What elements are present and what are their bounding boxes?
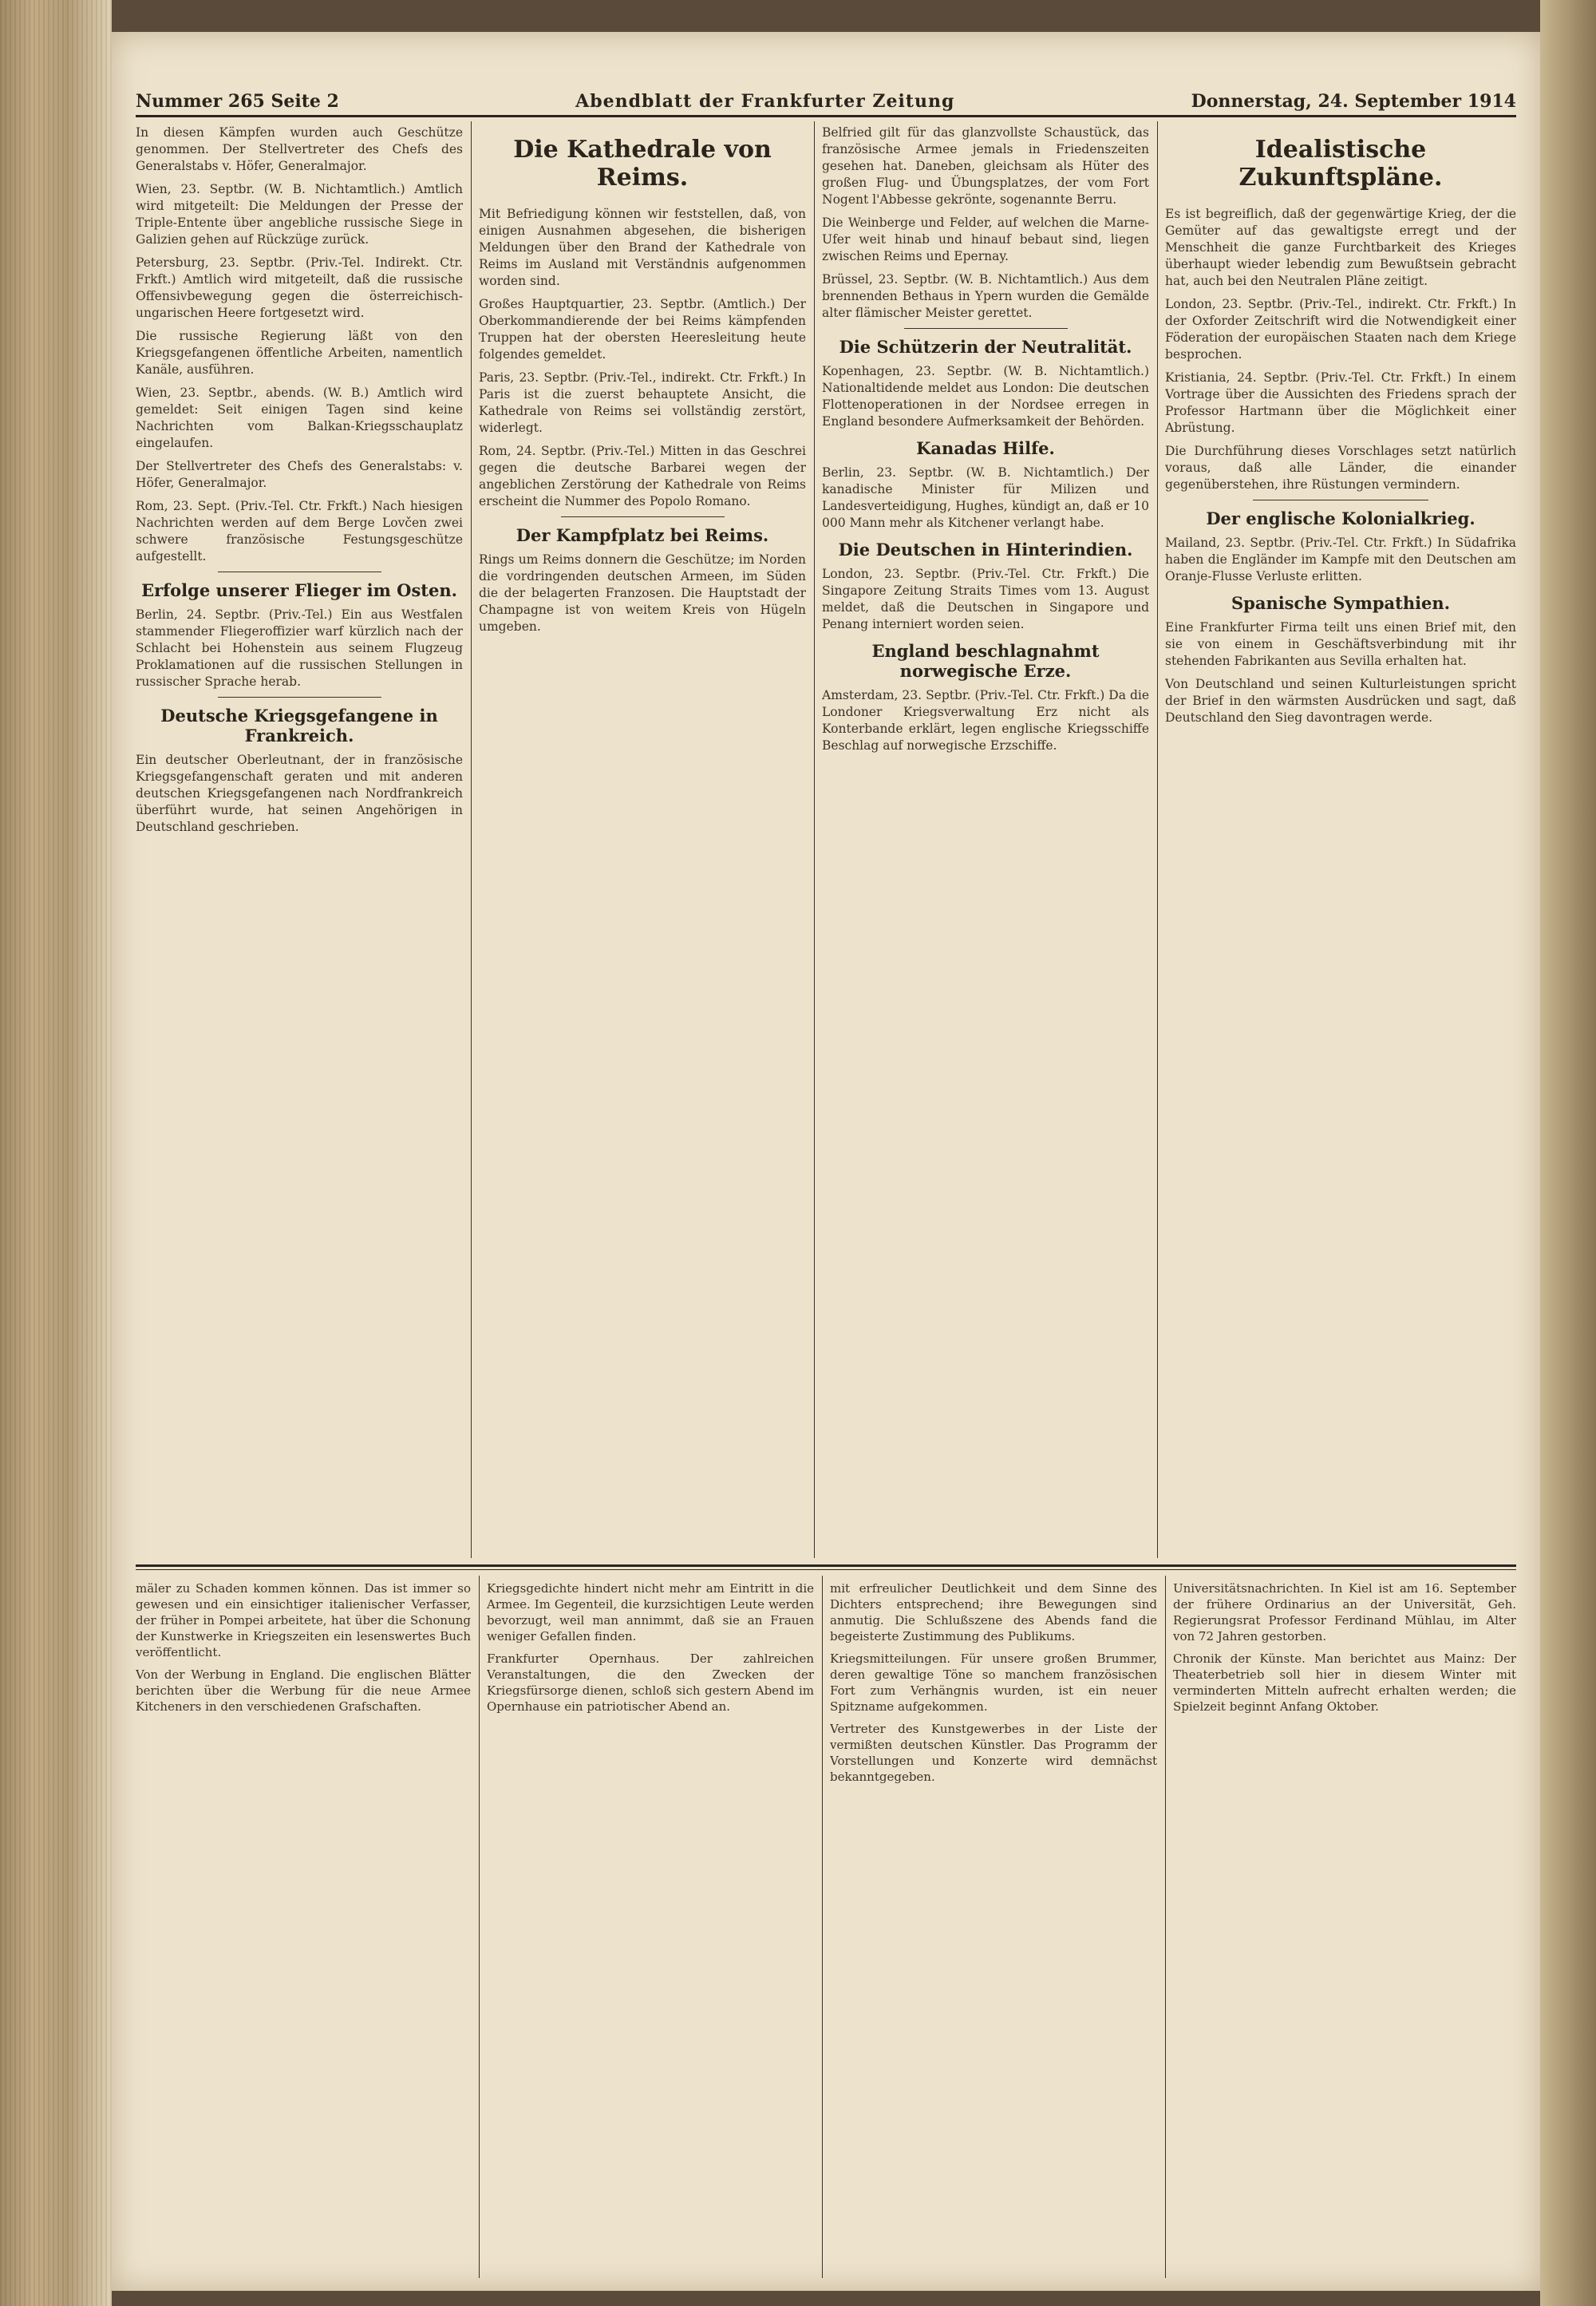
column-rule [471, 121, 472, 1558]
article-paragraph: Kristiania, 24. Septbr. (Priv.-Tel. Ctr. Frkft.) In einem Vortrage über die Aussichten des Friedens sprach der Professor Hartmann über die Möglichkeit einer Abrüstung. [1165, 370, 1516, 435]
article-paragraph: Frankfurter Opernhaus. Der zahlreichen Veranstaltungen, die den Zwecken der Kriegsfürsorge dienen, schloß sich gestern Abend im Opernhause ein patriotischer Abend an. [487, 1651, 814, 1714]
issue-date: Donnerstag, 24. September 1914 [1191, 91, 1516, 112]
column-rule [1157, 121, 1158, 1558]
section-divider [904, 328, 1068, 329]
headline: Spanische Sympathien. [1231, 593, 1450, 613]
headline: Der Kampfplatz bei Reims. [516, 525, 769, 545]
article-paragraph: Paris, 23. Septbr. (Priv.-Tel., indirekt. Ctr. Frkft.) In Paris ist die zuerst behauptete Ansicht, die Kathedrale von Reims sei vollständig zerstört, widerlegt. [479, 370, 806, 435]
article-paragraph: Berlin, 24. Septbr. (Priv.-Tel.) Ein aus Westfalen stammender Fliegeroffizier warf kürzlich nach der Schlacht bei Hohenstein aus seinem Flugzeug Proklamationen auf die russischen Stellungen in russischer Sprache herab. [136, 607, 463, 689]
column-rule [479, 1576, 480, 2278]
section-divider [561, 516, 725, 517]
article-paragraph: London, 23. Septbr. (Priv.-Tel. Ctr. Frkft.) Die Singapore Zeitung Straits Times vom 13. August meldet, daß die Deutschen in Singapore und Penang interniert worden seien. [822, 567, 1149, 631]
article-paragraph: Die Durchführung dieses Vorschlages setzt natürlich voraus, daß alle Länder, die einander gegenüberstehen, ihre Rüstungen vermindern. [1165, 444, 1516, 492]
feuilleton-column-3 [830, 1580, 1157, 2275]
masthead [136, 80, 1516, 112]
column-rule [814, 121, 815, 1558]
headline: England beschlagnahmt norwegische Erze. [871, 641, 1100, 681]
feuilleton-column-1 [136, 1580, 471, 2275]
article-paragraph: Kriegsmitteilungen. Für unsere großen Brummer, deren gewaltige Töne so manchem französischen Fort zum Verhängnis wurden, ist ein neuer Spitzname aufgekommen. [830, 1651, 1157, 1714]
article-paragraph: Mit Befriedigung können wir feststellen, daß, von einigen Ausnahmen abgesehen, die bisherigen Meldungen über den Brand der Kathedrale von Reims im Ausland mit Verständnis aufgenommen worden sind. [479, 207, 806, 288]
article-paragraph: Von Deutschland und seinen Kulturleistungen spricht der Brief in den wärmsten Ausdrücken und sagt, daß Deutschland den Sieg davontragen werde. [1165, 677, 1516, 725]
article-paragraph: Kopenhagen, 23. Septbr. (W. B. Nichtamtlich.) Nationaltidende meldet aus London: Die deutschen Flottenoperationen in der Nordsee erregen in England besondere Aufmerksamkeit der Behörden. [822, 364, 1149, 429]
binding-texture [0, 0, 112, 2306]
article-paragraph: Eine Frankfurter Firma teilt uns einen Brief mit, den sie von einem in Geschäftsverbindung mit ihr stehenden Fabrikanten aus Sevilla erhalten hat. [1165, 620, 1516, 668]
article-paragraph: Chronik der Künste. Man berichtet aus Mainz: Der Theaterbetrieb soll hier in diesem Winter mit verminderten Mitteln aufrecht erhalten werden; die Spielzeit beginnt Anfang Oktober. [1173, 1651, 1516, 1714]
article-paragraph: Kriegsgedichte hindert nicht mehr am Eintritt in die Armee. Im Gegenteil, die kurzsichtigen Leute werden bevorzugt, weil man annimmt, daß sie an Frauen weniger Gefallen finden. [487, 1581, 814, 1643]
headline: Der englische Kolonialkrieg. [1206, 508, 1476, 528]
headline: Kanadas Hilfe. [916, 438, 1055, 458]
column-4 [1165, 125, 1516, 1553]
adjacent-page-edge [1540, 0, 1596, 2306]
article-paragraph: mäler zu Schaden kommen können. Das ist immer so gewesen und ein einsichtiger italienischer Verfasser, der früher in Pompei arbeitete, hat über die Schonung der Kunstwerke in Kriegszeiten ein lesenswertes Buch veröffentlicht. [136, 1581, 471, 1659]
article-paragraph: Ein deutscher Oberleutnant, der in französische Kriegsgefangenschaft geraten und mit anderen deutschen Kriegsgefangenen nach Nordfrankreich überführt wurde, hat seinen Angehörigen in Deutschland geschrieben. [136, 753, 463, 834]
column-3 [822, 125, 1149, 1553]
newspaper-page [112, 32, 1540, 2291]
article-paragraph: Belfried gilt für das glanzvollste Schaustück, das französische Armee jemals in Friedenszeiten gesehen hat. Daneben, gleichsam als Hüter des großen Flug- und Übungsplatzes, der vom Fort Nogent l'Abbesse gekrönte, sogenannte Berru. [822, 125, 1149, 207]
column-rule [1165, 1576, 1166, 2278]
column-rule [822, 1576, 823, 2278]
headline: Die Schützerin der Neutralität. [839, 337, 1132, 357]
column-2 [479, 125, 806, 1553]
article-paragraph: Großes Hauptquartier, 23. Septbr. (Amtlich.) Der Oberkommandierende der bei Reims kämpfenden Truppen hat der obersten Heeresleitung heute folgendes gemeldet. [479, 297, 806, 362]
headline: Erfolge unserer Flieger im Osten. [141, 580, 457, 600]
article-paragraph: Brüssel, 23. Septbr. (W. B. Nichtamtlich.) Aus dem brennenden Bethaus in Ypern wurden die Gemälde alter flämischer Meister gerettet. [822, 272, 1149, 320]
article-paragraph: Die russische Regierung läßt von den Kriegsgefangenen öffentliche Arbeiten, namentlich Kanäle, ausführen. [136, 329, 463, 377]
article-paragraph: Berlin, 23. Septbr. (W. B. Nichtamtlich.) Der kanadische Minister für Milizen und Landesverteidigung, Hughes, kündigt an, daß er 10 000 Mann mehr als Kitchener verlangt habe. [822, 465, 1149, 530]
article-paragraph: Universitätsnachrichten. In Kiel ist am 16. September der frühere Ordinarius an der Universität, Geh. Regierungsrat Professor Ferdinand Mühlau, im Alter von 72 Jahren gestorben. [1173, 1581, 1516, 1643]
headline: Die Deutschen in Hinterindien. [838, 540, 1133, 560]
article-paragraph: Amsterdam, 23. Septbr. (Priv.-Tel. Ctr. Frkft.) Da die Londoner Kriegsverwaltung Erz nicht als Konterbande erklärt, legen englische Kriegsschiffe Beschlag auf norwegische Erzschiffe. [822, 688, 1149, 753]
feuilleton-rule [136, 1564, 1516, 1567]
headline-main: Idealistische Zukunftspläne. [1238, 136, 1443, 192]
feuilleton-column-4 [1173, 1580, 1516, 2275]
article-paragraph: Vertreter des Kunstgewerbes in der Liste der vermißten deutschen Künstler. Das Programm der Vorstellungen und Konzerte wird demnächst bekanntgegeben. [830, 1722, 1157, 1784]
article-paragraph: Mailand, 23. Septbr. (Priv.-Tel. Ctr. Frkft.) In Südafrika haben die Engländer im Kampfe mit den Deutschen am Oranje-Flusse Verluste erlitten. [1165, 536, 1516, 583]
article-paragraph: Von der Werbung in England. Die englischen Blätter berichten über die Werbung für die neue Armee Kitcheners in den verschiedenen Grafschaften. [136, 1667, 471, 1714]
article-paragraph: Petersburg, 23. Septbr. (Priv.-Tel. Indirekt. Ctr. Frkft.) Amtlich wird mitgeteilt, daß die russische Offensivbewegung gegen die österreichisch-ungarischen Heere fortgesetzt wird. [136, 255, 463, 320]
column-1 [136, 125, 463, 1553]
newspaper-title: Abendblatt der Frankfurter Zeitung [575, 91, 955, 112]
article-paragraph: Der Stellvertreter des Chefs des Generalstabs: v. Höfer, Generalmajor. [136, 459, 463, 490]
article-paragraph: London, 23. Septbr. (Priv.-Tel., indirekt. Ctr. Frkft.) In der Oxforder Zeitschrift wird die Notwendigkeit einer Föderation der europäischen Staaten nach dem Kriege besprochen. [1165, 297, 1516, 362]
article-paragraph: Wien, 23. Septbr. (W. B. Nichtamtlich.) Amtlich wird mitgeteilt: Die Meldungen der Presse der Triple-Entente über angebliche russische Siege in Galizien gehen auf Rückzüge zurück. [136, 182, 463, 247]
article-paragraph: In diesen Kämpfen wurden auch Geschütze genommen. Der Stellvertreter des Chefs des Generalstabs v. Höfer, Generalmajor. [136, 125, 463, 173]
article-paragraph: mit erfreulicher Deutlichkeit und dem Sinne des Dichters entsprechend; ihre Bewegungen sind anmutig. Die Schlußszene des Abends fand die begeisterte Zustimmung des Publikums. [830, 1581, 1157, 1643]
article-paragraph: Die Weinberge und Felder, auf welchen die Marne-Ufer weit hinab und hinauf bebaut sind, liegen zwischen Reims und Epernay. [822, 216, 1149, 263]
article-paragraph: Es ist begreiflich, daß der gegenwärtige Krieg, der die Gemüter auf das gewaltigste erregt und der Menschheit die ganze Furchtbarkeit des Krieges überhaupt wieder lebendig zum Bewußtsein gebracht hat, auch bei den Neutralen Pläne zeitigt. [1165, 207, 1516, 288]
article-paragraph: Rings um Reims donnern die Geschütze; im Norden die vordringenden deutschen Armeen, im Süden die der belagerten Franzosen. Die Hauptstadt der Champagne ist von weitem Kreis von Hügeln umgeben. [479, 552, 806, 634]
masthead-rule [136, 115, 1516, 117]
headline-main: Die Kathedrale von Reims. [513, 136, 772, 192]
section-divider [218, 697, 381, 698]
feuilleton-rule [136, 1569, 1516, 1570]
article-paragraph: Wien, 23. Septbr., abends. (W. B.) Amtlich wird gemeldet: Seit einigen Tagen sind keine Nachrichten vom Balkan-Kriegsschauplatz eingelaufen. [136, 386, 463, 450]
issue-number: Nummer 265 Seite 2 [136, 91, 339, 112]
article-paragraph: Rom, 23. Sept. (Priv.-Tel. Ctr. Frkft.) Nach hiesigen Nachrichten werden auf dem Berge Lovčen zwei schwere französische Festungsgeschütze aufgestellt. [136, 499, 463, 564]
feuilleton-column-2 [487, 1580, 814, 2275]
headline: Deutsche Kriegsgefangene in Frankreich. [160, 706, 438, 746]
article-paragraph: Rom, 24. Septbr. (Priv.-Tel.) Mitten in das Geschrei gegen die deutsche Barbarei wegen der angeblichen Zerstörung der Kathedrale von Reims erscheint die Nummer des Popolo Romano. [479, 444, 806, 508]
